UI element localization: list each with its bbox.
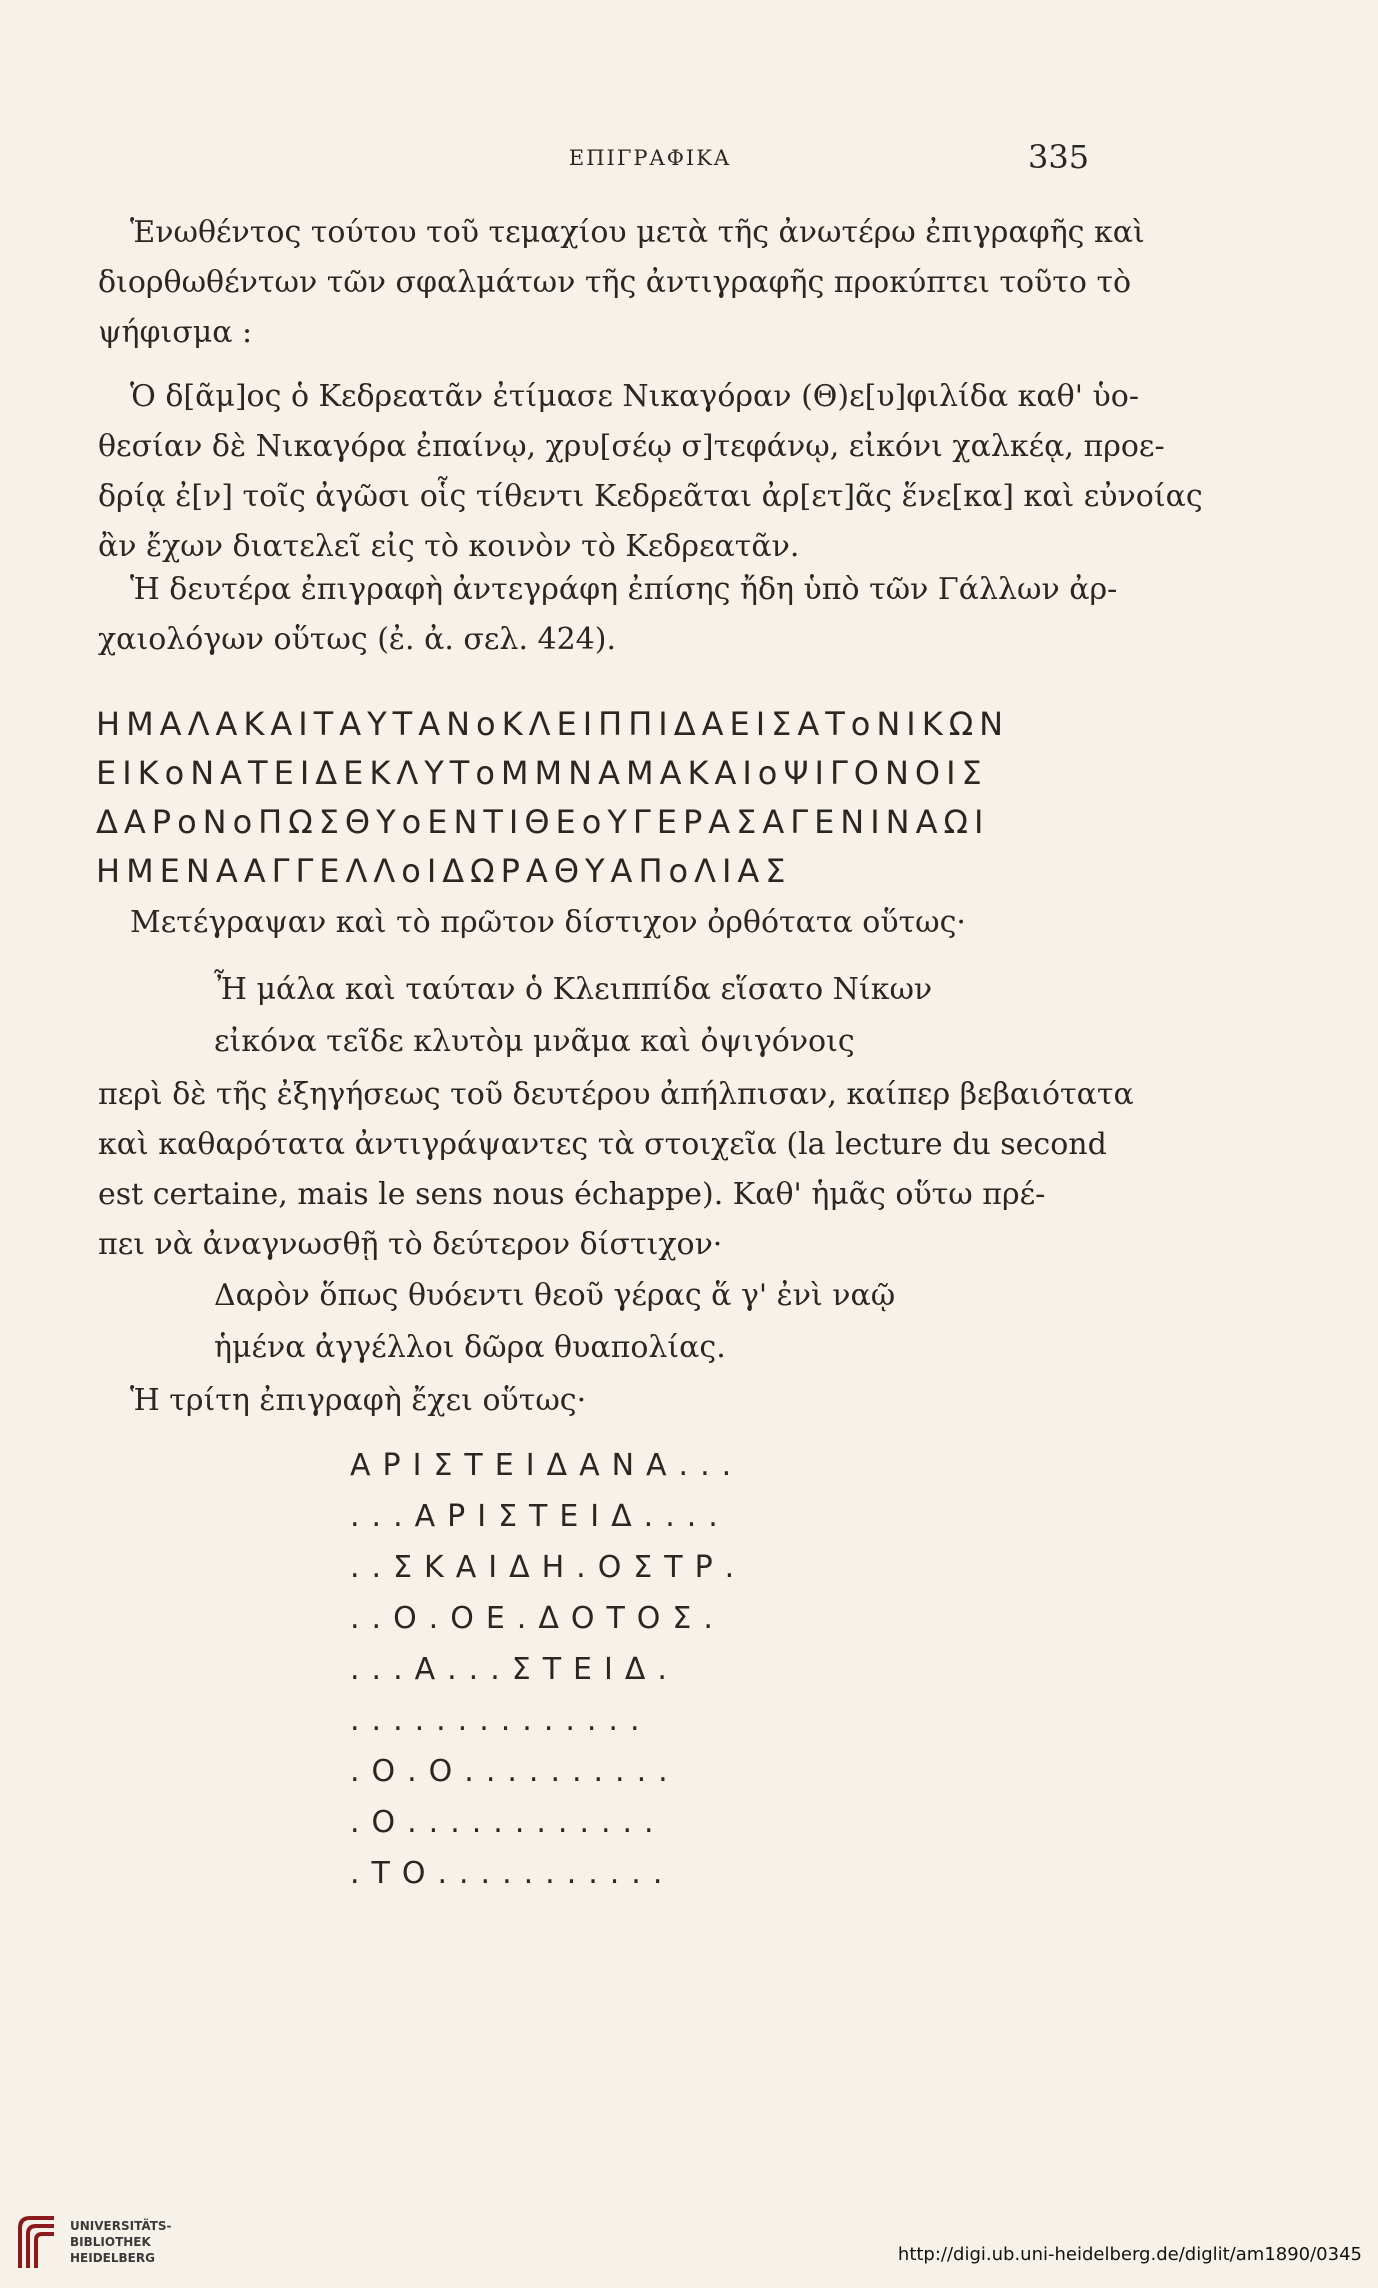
library-logo[interactable]	[14, 2212, 184, 2274]
fragment-line: ..ΣΚΑΙΔΗ.ΟΣΤΡ.	[350, 1550, 747, 1585]
logo-line: BIBLIOTHEK	[70, 2235, 151, 2249]
fragment-line: .ΤΟ...........	[350, 1856, 675, 1891]
verse-line: ἡμένα ἀγγέλλοι δῶρα θυαπολίας.	[214, 1330, 726, 1365]
logo-line: HEIDELBERG	[70, 2251, 155, 2265]
library-logo-text	[70, 2218, 172, 2266]
paragraph-2	[98, 372, 1203, 572]
text-line: διορθωθέντων τῶν σφαλμάτων τῆς ἀντιγραφῆς προκύπτει τοῦτο τὸ	[98, 265, 1132, 300]
text-line: καὶ καθαρότατα ἀντιγράψαντες τὰ στοιχεῖα (la lecture du second	[98, 1127, 1107, 1162]
inscription-capitals	[96, 700, 1086, 896]
text-line: δρίᾳ ἐ[ν] τοῖς ἀγῶσι οἷς τίθεντι Κεδρεᾶται ἀρ[ετ]ᾶς ἕνε[κα] καὶ εὐνοίας	[98, 479, 1203, 514]
text-line: Μετέγραψαν καὶ τὸ πρῶτον δίστιχον ὀρθότατα οὕτως·	[130, 905, 966, 940]
inscription-line: ΗΜΑΛΑΚΑΙΤΑΥΤΑΝοΚΛΕΙΠΠΙΔΑΕΙΣΑΤοΝΙΚΩΝ	[96, 705, 1010, 743]
paragraph-3	[98, 565, 1118, 665]
fragment-line: .Ο............	[350, 1805, 666, 1840]
logo-line: UNIVERSITÄTS-	[70, 2219, 172, 2233]
verse-line: Ἦ μάλα καὶ ταύταν ὁ Κλειππίδα εἵσατο Νίκων	[214, 972, 933, 1007]
paragraph-5	[98, 1070, 1134, 1270]
inscription-line: ΔΑΡοΝοΠΩΣΘΥοΕΝΤΙΘΕοΥΓΕΡΑΣΑΓΕΝΙΝΑΩΙ	[96, 803, 990, 841]
page-number: 335	[1028, 138, 1090, 176]
text-line: Ὁ δ[ᾶμ]ος ὁ Κεδρεατᾶν ἐτίμασε Νικαγόραν (Θ)ε[υ]φιλίδα καθ' ὑο-	[130, 379, 1139, 414]
fragment-line: ..............	[350, 1703, 652, 1738]
source-url-link[interactable]: http://digi.ub.uni-heidelberg.de/diglit/am1890/0345	[897, 2244, 1362, 2265]
text-line: περὶ δὲ τῆς ἐξηγήσεως τοῦ δευτέρου ἀπήλπισαν, καίπερ βεβαιότατα	[98, 1077, 1134, 1112]
paragraph-1	[98, 208, 1145, 358]
paragraph-6	[98, 1376, 1078, 1426]
text-line: πει νὰ ἀναγνωσθῇ τὸ δεύτερον δίστιχον·	[98, 1227, 723, 1262]
text-line: est certaine, mais le sens nous échappe). Καθ' ἡμᾶς οὕτω πρέ-	[98, 1177, 1046, 1212]
fragment-line: ..Ο.ΟΕ.ΔΟΤΟΣ.	[350, 1601, 725, 1636]
fragment-line: .Ο.Ο..........	[350, 1754, 680, 1789]
verse-line: Δαρὸν ὅπως θυόεντι θεοῦ γέρας ἅ γ' ἐνὶ ναῷ	[214, 1278, 896, 1313]
running-header: ΕΠΙΓΡΑΦΙΚΑ	[568, 146, 732, 170]
text-line: θεσίαν δὲ Νικαγόρα ἐπαίνῳ, χρυ[σέῳ σ]τεφάνῳ, εἰκόνι χαλκέᾳ, προε-	[98, 429, 1165, 464]
text-line: Ἑνωθέντος τούτου τοῦ τεμαχίου μετὰ τῆς ἀνωτέρω ἐπιγραφῆς καὶ	[130, 215, 1145, 250]
text-line: χαιολόγων οὕτως (ἐ. ἀ. σελ. 424).	[98, 622, 617, 657]
verse-1	[214, 964, 932, 1068]
text-line: ψήφισμα :	[98, 315, 253, 350]
fragment-line: ...ΑΡΙΣΤΕΙΔ....	[350, 1499, 730, 1534]
paragraph-4	[98, 898, 1078, 948]
text-line: Ἡ τρίτη ἐπιγραφὴ ἔχει οὕτως·	[130, 1383, 587, 1418]
text-line: Ἡ δευτέρα ἐπιγραφὴ ἀντεγράφη ἐπίσης ἤδη ὑπὸ τῶν Γάλλων ἀρ-	[130, 572, 1118, 607]
fragment-line: ...Α...ΣΤΕΙΔ.	[350, 1652, 679, 1687]
verse-line: εἰκόνα τεῖδε κλυτὸμ μνᾶμα καὶ ὀψιγόνοις	[214, 1024, 855, 1059]
inscription-line: ΕΙΚοΝΑΤΕΙΔΕΚΛΥΤοΜΜΝΑΜΑΚΑΙοΨΙΓΟΝΟΙΣ	[96, 754, 988, 792]
fragment-line: ΑΡΙΣΤΕΙΔΑΝΑ...	[350, 1448, 744, 1483]
text-line: ἂν ἔχων διατελεῖ εἰς τὸ κοινὸν τὸ Κεδρεατᾶν.	[98, 529, 800, 564]
library-logo-icon	[14, 2212, 62, 2274]
inscription-line: ΗΜΕΝΑΑΓΓΕΛΛοΙΔΩΡΑΘΥΑΠοΛΙΑΣ	[96, 852, 792, 890]
verse-2	[214, 1270, 895, 1374]
inscription-fragment	[350, 1440, 746, 1899]
